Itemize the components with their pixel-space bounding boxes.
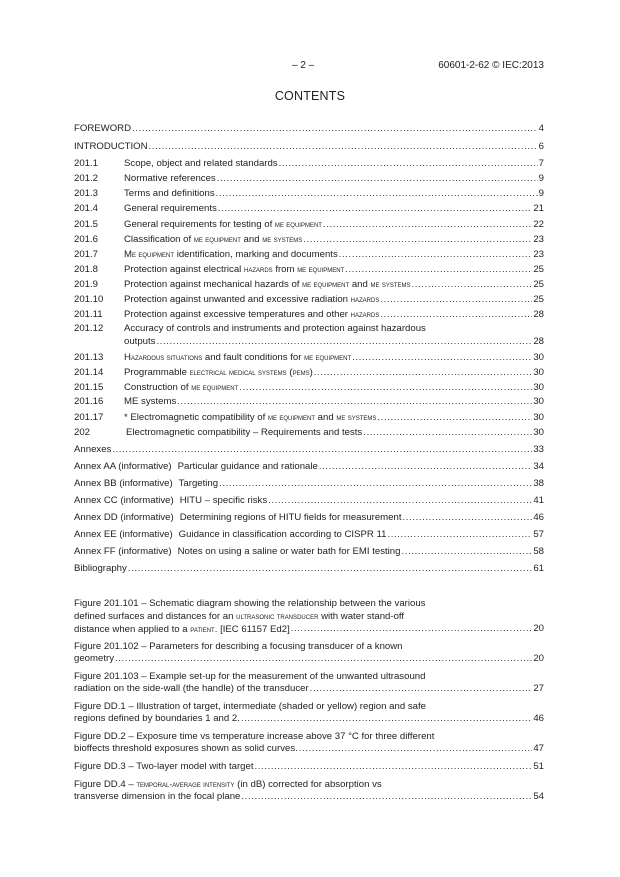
toc-entry-figure[interactable]: Figure 201.102 – Parameters for describing a focusing transducer of a known geometry ..... 20: [74, 641, 544, 665]
toc-entry-bibliography[interactable]: Bibliography ..... 61: [74, 563, 544, 575]
toc-entry-clause[interactable]: 201.10 Protection against unwanted and excessive radiation hazards ..... 25: [74, 293, 544, 306]
toc-entry-figure[interactable]: Figure DD.3 – Two-layer model with target ..... 51: [74, 761, 544, 773]
toc-entry-annex[interactable]: Annex EE (informative) Guidance in classification according to CISPR 11 ..... 57: [74, 529, 544, 541]
toc-entry-clause[interactable]: 201.1 Scope, object and related standards ..... 7: [74, 158, 544, 170]
toc-entry-clause[interactable]: 201.7 Me equipment identification, marking and documents ..... 23: [74, 248, 544, 261]
page-number: – 2 –: [292, 60, 315, 71]
toc-entry-clause[interactable]: 201.11 Protection against excessive temperatures and other hazards ..... 28: [74, 308, 544, 321]
toc-entry-clause[interactable]: 201.15 Construction of me equipment ..... 30: [74, 381, 544, 394]
toc-entry-annex[interactable]: Annex BB (informative) Targeting ..... 38: [74, 478, 544, 490]
toc-entry-clause[interactable]: 201.13 Hazardous situations and fault conditions for me equipment ..... 30: [74, 351, 544, 364]
toc-entry-clause[interactable]: 201.6 Classification of me equipment and me systems ..... 23: [74, 233, 544, 246]
toc-entry-introduction[interactable]: INTRODUCTION ..... 6: [74, 141, 544, 153]
toc-entry-annex[interactable]: Annex AA (informative) Particular guidance and rationale ..... 34: [74, 461, 544, 473]
toc-entry-clause[interactable]: 201.3 Terms and definitions ..... 9: [74, 188, 544, 200]
toc-entry-annex[interactable]: Annex DD (informative) Determining regions of HITU fields for measurement ..... 46: [74, 512, 544, 524]
toc-entry-figure[interactable]: Figure DD.1 – Illustration of target, intermediate (shaded or yellow) region and safe regions defined by boundaries 1 and 2. ..... 46: [74, 701, 544, 725]
toc-entry-figure[interactable]: Figure DD.2 – Exposure time vs temperature increase above 37 °C for three different bioffects threshold exposures shown as solid curves. ..... 47: [74, 731, 544, 755]
toc-entry-figure[interactable]: Figure 201.101 – Schematic diagram showing the relationship between the various defined surfaces and distances for an ultrasonic transducer with water stand-off distance when applied to a patient. [IEC 61157 Ed2] ..... 20: [74, 598, 544, 636]
toc-entry-clause[interactable]: 201.9 Protection against mechanical hazards of me equipment and me systems ..... 25: [74, 278, 544, 291]
toc-entry-annex[interactable]: Annex FF (informative) Notes on using a saline or water bath for EMI testing ..... 58: [74, 546, 544, 558]
page-title: CONTENTS: [274, 89, 346, 103]
toc-entry-clause[interactable]: 201.4 General requirements ..... 21: [74, 203, 544, 215]
toc-entry-clause[interactable]: 201.12 Accuracy of controls and instruments and protection against hazardous: [74, 323, 426, 334]
toc-entry-clause-continuation[interactable]: outputs ..... 28: [124, 336, 544, 348]
toc-entry-annex[interactable]: Annex CC (informative) HITU – specific risks ..... 41: [74, 495, 544, 507]
toc-entry-foreword[interactable]: FOREWORD ..... 4: [74, 123, 544, 135]
toc-entry-clause[interactable]: 201.2 Normative references ..... 9: [74, 173, 544, 185]
toc-entry-clause[interactable]: 201.5 General requirements for testing of me equipment ..... 22: [74, 218, 544, 231]
toc-entry-clause[interactable]: 201.14 Programmable electrical medical systems (pems) ..... 30: [74, 366, 544, 379]
toc-entry-annexes[interactable]: Annexes ..... 33: [74, 444, 544, 456]
toc-entry-figure[interactable]: Figure DD.4 – temporal-average intensity (in dB) corrected for absorption vs transverse dimension in the focal plane ..... 54: [74, 778, 544, 803]
toc-entry-figure[interactable]: Figure 201.103 – Example set-up for the measurement of the unwanted ultrasound radiation on the side-wall (the handle) of the transducer ..... 27: [74, 671, 544, 695]
toc-entry-clause[interactable]: 201.16 ME systems ..... 30: [74, 396, 544, 408]
toc-entry-clause[interactable]: 201.17 * Electromagnetic compatibility of me equipment and me systems ..... 30: [74, 411, 544, 424]
toc-entry-clause[interactable]: 201.8 Protection against electrical hazards from me equipment ..... 25: [74, 263, 544, 276]
standard-reference: 60601-2-62 © IEC:2013: [438, 60, 544, 71]
toc-entry-clause[interactable]: 202 Electromagnetic compatibility – Requirements and tests ..... 30: [74, 427, 544, 439]
